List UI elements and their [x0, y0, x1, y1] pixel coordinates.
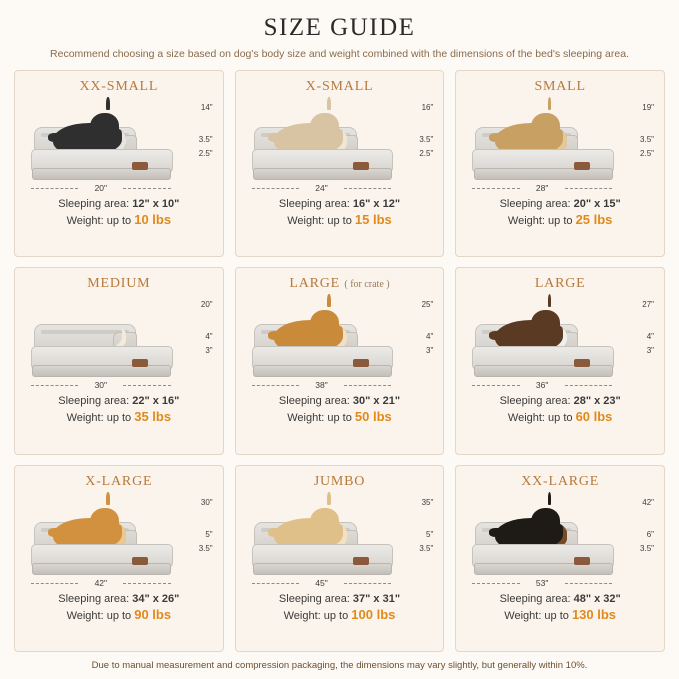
dimension-width: 20"	[31, 183, 171, 193]
dog-bed-graphic	[31, 520, 171, 576]
dimension-height-back: 20"	[200, 300, 213, 310]
size-name: SMALL	[534, 79, 586, 94]
bed-illustration	[464, 97, 656, 195]
dog-tail-icon	[489, 133, 505, 142]
dimension-height-back: 14"	[200, 103, 213, 112]
dimension-width: 42"	[31, 578, 171, 588]
dimension-height-back: 35"	[421, 497, 434, 507]
dog-head-icon	[310, 508, 339, 536]
dimension-height-arm: 3.5"	[640, 135, 654, 144]
sleeping-area-spec: Sleeping area: 30" x 21"	[278, 395, 401, 408]
weight-spec: Weight: up to 10 lbs	[66, 212, 172, 227]
sleeping-area-spec: Sleeping area: 28" x 23"	[499, 395, 621, 408]
dog-bed-graphic	[472, 322, 612, 378]
size-card-large	[235, 267, 445, 454]
size-name-suffix: ( for crate )	[344, 279, 390, 291]
size-card-title	[85, 474, 152, 490]
dimension-height-arm: 4"	[426, 332, 434, 342]
sleeping-area-spec: Sleeping area: 20" x 15"	[499, 198, 621, 210]
bed-illustration	[464, 492, 656, 590]
size-card-large	[455, 267, 665, 454]
size-name: JUMBO	[313, 473, 366, 489]
sleeping-area-spec: Sleeping area: 34" x 26"	[58, 592, 180, 605]
dog-ear-icon	[548, 492, 551, 505]
dog-ear-icon	[327, 97, 330, 110]
bed-illustration	[23, 492, 215, 590]
size-card-small	[455, 70, 665, 257]
dog-ear-icon	[327, 492, 330, 505]
sleeping-area-spec: Sleeping area: 48" x 32"	[499, 592, 621, 605]
weight-spec: Weight: up to 60 lbs	[507, 409, 613, 425]
dimension-width: 45"	[252, 578, 392, 588]
bed-illustration	[244, 492, 436, 590]
dimension-height-base: 3"	[426, 346, 434, 356]
dimension-height-back: 19"	[642, 103, 654, 112]
weight-spec: Weight: up to 15 lbs	[287, 212, 392, 227]
dimension-height-base: 3.5"	[640, 543, 654, 553]
brand-tag-icon	[132, 359, 148, 367]
brand-tag-icon	[353, 359, 369, 367]
bed-base	[474, 168, 613, 180]
brand-tag-icon	[132, 557, 148, 565]
dimension-height-back: 30"	[200, 497, 213, 507]
bed-base	[474, 563, 613, 575]
size-name: LARGE	[534, 276, 586, 292]
dimension-width: 36"	[472, 380, 612, 390]
dog-tail-icon	[489, 528, 505, 537]
dog-bed-graphic	[252, 520, 392, 576]
size-name: MEDIUM	[87, 276, 151, 292]
dimension-width: 28"	[472, 183, 612, 193]
size-card-title	[314, 474, 365, 490]
dimension-height-base: 2.5"	[419, 149, 434, 158]
dimension-height-base: 3.5"	[198, 543, 213, 553]
dimension-height-back: 25"	[421, 300, 434, 310]
weight-spec: Weight: up to 130 lbs	[504, 606, 617, 622]
bed-illustration	[23, 294, 215, 392]
bed-illustration	[244, 97, 436, 195]
dimension-height-arm: 4"	[646, 332, 654, 342]
dog-ear-icon	[106, 97, 109, 110]
size-card-x-small	[235, 70, 445, 257]
size-card-grid	[14, 70, 665, 652]
dog-bed-graphic	[31, 322, 171, 378]
bed-base	[32, 168, 171, 180]
bed-illustration	[464, 294, 656, 392]
dog-head-icon	[310, 113, 339, 141]
sleeping-area-spec: Sleeping area: 12" x 10"	[58, 198, 180, 210]
dog-ear-icon	[548, 97, 551, 110]
size-name: X-LARGE	[85, 473, 153, 489]
dog-head-icon	[90, 113, 119, 141]
weight-spec: Weight: up to 90 lbs	[66, 606, 172, 622]
brand-tag-icon	[574, 557, 590, 565]
dimension-height-base: 3.5"	[419, 543, 434, 553]
dimension-height-base: 3"	[646, 346, 654, 356]
dog-bed-graphic	[31, 125, 171, 181]
bed-base	[32, 365, 171, 377]
dog-bed-graphic	[472, 520, 612, 576]
dimension-width: 38"	[252, 380, 392, 390]
dimension-height-back: 27"	[642, 300, 654, 310]
dog-head-icon	[310, 310, 339, 338]
dog-head-icon	[90, 508, 119, 536]
dog-head-icon	[531, 113, 560, 141]
brand-tag-icon	[132, 162, 148, 170]
bed-base	[253, 168, 392, 180]
sleeping-area-spec: Sleeping area: 22" x 16"	[58, 395, 180, 408]
dimension-height-arm: 5"	[205, 529, 213, 539]
dimension-height-back: 16"	[421, 103, 434, 112]
brand-tag-icon	[574, 162, 590, 170]
weight-spec: Weight: up to 25 lbs	[507, 212, 613, 227]
dimension-width: 53"	[472, 578, 612, 588]
dog-ear-icon	[106, 492, 109, 505]
dog-head-icon	[531, 310, 560, 338]
dog-ear-icon	[327, 294, 330, 307]
dimension-height-back: 42"	[642, 497, 654, 507]
size-name: X-SMALL	[305, 79, 374, 94]
size-card-title	[87, 276, 150, 292]
size-card-xx-large	[455, 465, 665, 652]
size-card-title	[79, 79, 158, 95]
bed-base	[253, 365, 392, 377]
dog-tail-icon	[268, 331, 284, 340]
brand-tag-icon	[574, 359, 590, 367]
sleeping-area-spec: Sleeping area: 16" x 12"	[278, 198, 401, 210]
footer-note: Due to manual measurement and compression packaging, the dimensions may vary slightly, but generally within 10%.	[91, 660, 588, 671]
dimension-height-base: 3"	[205, 346, 213, 356]
dimension-height-arm: 5"	[426, 529, 434, 539]
size-card-jumbo	[235, 465, 445, 652]
size-name: XX-LARGE	[521, 473, 600, 489]
weight-spec: Weight: up to 100 lbs	[283, 606, 396, 622]
dog-head-icon	[90, 310, 119, 338]
size-card-xx-small	[14, 70, 224, 257]
weight-spec: Weight: up to 50 lbs	[287, 409, 392, 425]
dimension-height-arm: 4"	[205, 332, 213, 342]
sleeping-area-spec: Sleeping area: 37" x 31"	[278, 592, 401, 605]
size-card-title	[289, 276, 389, 292]
bed-illustration	[23, 97, 215, 195]
dog-tail-icon	[268, 133, 284, 142]
bed-base	[474, 365, 613, 377]
dimension-width: 30"	[31, 380, 171, 390]
size-card-title	[306, 79, 374, 95]
dog-head-icon	[531, 508, 560, 536]
dog-bed-graphic	[252, 322, 392, 378]
brand-tag-icon	[353, 162, 369, 170]
bed-base	[253, 563, 392, 575]
dimension-width: 24"	[252, 183, 392, 193]
dimension-height-base: 2.5"	[640, 149, 654, 158]
dog-tail-icon	[489, 331, 505, 340]
dimension-height-arm: 6"	[646, 529, 654, 539]
page-title: SIZE GUIDE	[263, 14, 416, 41]
size-card-title	[534, 79, 585, 95]
dog-ear-icon	[548, 294, 551, 307]
dog-bed-graphic	[472, 125, 612, 181]
dimension-height-arm: 3.5"	[419, 135, 434, 144]
brand-tag-icon	[353, 557, 369, 565]
size-card-title	[535, 276, 586, 292]
size-card-medium	[14, 267, 224, 454]
dog-tail-icon	[48, 331, 64, 340]
size-card-x-large	[14, 465, 224, 652]
dog-tail-icon	[48, 133, 64, 142]
bed-illustration	[244, 294, 436, 392]
dimension-height-arm: 3.5"	[198, 135, 213, 144]
size-card-title	[521, 474, 599, 490]
dog-tail-icon	[268, 528, 284, 537]
dog-ear-icon	[106, 294, 109, 307]
page-subtitle: Recommend choosing a size based on dog's body size and weight combined with the dimensions of the bed's sleeping area.	[50, 48, 629, 60]
size-name: XX-SMALL	[79, 79, 159, 94]
weight-spec: Weight: up to 35 lbs	[66, 409, 172, 425]
dog-tail-icon	[48, 528, 64, 537]
dimension-height-base: 2.5"	[198, 149, 213, 158]
dog-bed-graphic	[252, 125, 392, 181]
bed-base	[32, 563, 171, 575]
size-name: LARGE	[289, 276, 341, 292]
